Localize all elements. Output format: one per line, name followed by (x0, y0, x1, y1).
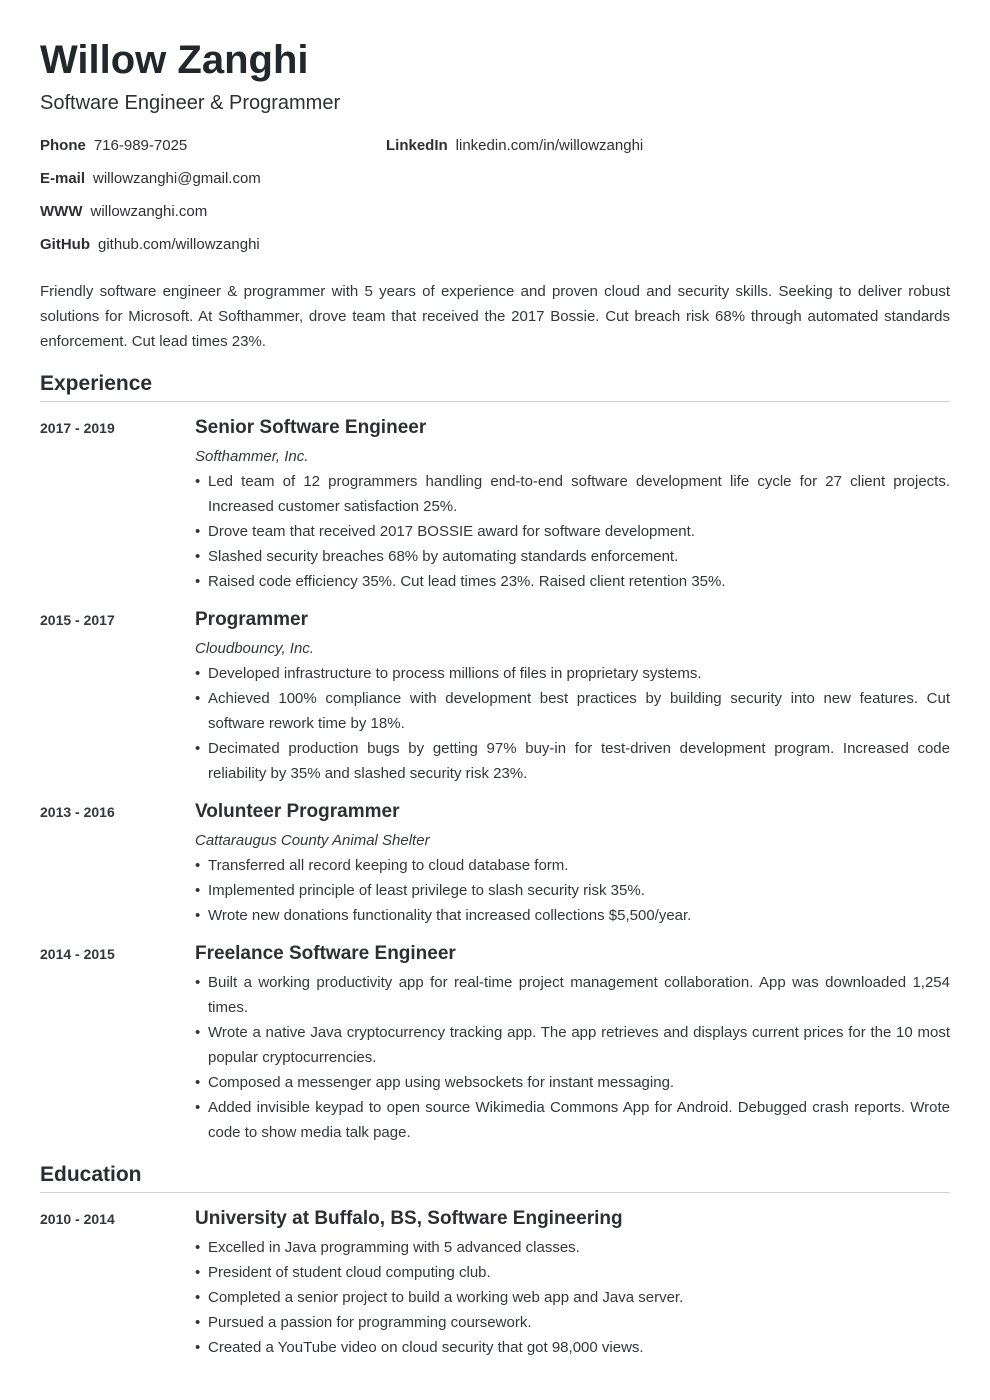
highlight-item: • Created a YouTube video on cloud security that got 98,000 views. (195, 1335, 950, 1360)
entry-dates: 2014 - 2015 (40, 946, 115, 962)
experience-heading: Experience (40, 370, 950, 402)
company-name: Cattaraugus County Animal Shelter (195, 832, 430, 849)
contact-phone (40, 136, 386, 156)
achievement-item: • Developed infrastructure to process millions of files in proprietary systems. (195, 661, 950, 686)
experience-entry (40, 800, 950, 928)
education-highlights (195, 1235, 950, 1360)
job-title: Senior Software Engineer (195, 417, 427, 438)
achievement-item: • Decimated production bugs by getting 97% buy-in for test-driven development program. Increased code reliability by 35% and slashed security risk 23%. (195, 736, 950, 786)
candidate-name: Willow Zanghi (40, 38, 309, 82)
achievement-list (195, 469, 950, 594)
education-heading: Education (40, 1161, 950, 1193)
achievement-list (195, 661, 950, 786)
achievement-item: • Led team of 12 programmers handling end-to-end software development life cycle for 27 client projects. Increased customer satisfaction 25%. (195, 469, 950, 519)
achievement-item: • Achieved 100% compliance with development best practices by building security into new features. Cut software rework time by 18%. (195, 686, 950, 736)
highlight-item: • President of student cloud computing club. (195, 1260, 950, 1285)
profile-summary: Friendly software engineer & programmer with 5 years of experience and proven cloud and security skills. Seeking to deliver robust solutions for Microsoft. At Softhammer, drove team that received the 2017 Bossie. Cut breach risk 68% through automated standards enforcement. Cut lead times 23%. (40, 283, 950, 350)
achievement-item: • Transferred all record keeping to cloud database form. (195, 853, 950, 878)
entry-body (195, 1207, 950, 1360)
degree-title: University at Buffalo, BS, Software Engineering (195, 1208, 623, 1229)
entry-dates: 2017 - 2019 (40, 420, 115, 436)
experience-entry (40, 416, 950, 594)
entry-dates: 2015 - 2017 (40, 612, 115, 628)
contact-linkedin-value: linkedin.com/in/willowzanghi (455, 137, 644, 154)
highlight-item: • Excelled in Java programming with 5 advanced classes. (195, 1235, 950, 1260)
achievement-item: • Wrote a native Java cryptocurrency tracking app. The app retrieves and displays current prices for the 10 most popular cryptocurrencies. (195, 1020, 950, 1070)
entry-body (195, 608, 950, 786)
entry-body (195, 416, 950, 594)
contact-info (40, 136, 950, 255)
experience-entry (40, 608, 950, 786)
achievement-item: • Implemented principle of least privilege to slash security risk 35%. (195, 878, 950, 903)
achievement-item: • Added invisible keypad to open source Wikimedia Commons App for Android. Debugged crash reports. Wrote code to show media talk page. (195, 1095, 950, 1145)
contact-linkedin-label: LinkedIn (386, 137, 448, 154)
highlight-item: • Pursued a passion for programming coursework. (195, 1310, 950, 1335)
achievement-list (195, 970, 950, 1145)
achievement-item: • Wrote new donations functionality that increased collections $5,500/year. (195, 903, 950, 928)
highlight-item: • Completed a senior project to build a working web app and Java server. (195, 1285, 950, 1310)
job-title: Freelance Software Engineer (195, 943, 456, 964)
contact-www (40, 202, 386, 222)
entry-dates: 2013 - 2016 (40, 804, 115, 820)
achievement-item: • Drove team that received 2017 BOSSIE award for software development. (195, 519, 950, 544)
contact-phone-label: Phone (40, 137, 86, 154)
achievement-item: • Built a working productivity app for real-time project management collaboration. App was downloaded 1,254 times. (195, 970, 950, 1020)
entry-body (195, 800, 950, 928)
job-title: Programmer (195, 609, 308, 630)
achievement-item: • Raised code efficiency 35%. Cut lead times 23%. Raised client retention 35%. (195, 569, 950, 594)
contact-email-value: willowzanghi@gmail.com (93, 170, 261, 187)
contact-www-value: willowzanghi.com (90, 203, 208, 220)
candidate-headline: Software Engineer & Programmer (40, 92, 341, 114)
experience-entry (40, 942, 950, 1145)
contact-email-label: E-mail (40, 170, 86, 187)
job-title: Volunteer Programmer (195, 801, 400, 822)
achievement-item: • Slashed security breaches 68% by automating standards enforcement. (195, 544, 950, 569)
education-entry (40, 1207, 950, 1360)
contact-www-label: WWW (40, 203, 83, 220)
contact-linkedin (386, 136, 950, 156)
contact-github-value: github.com/willowzanghi (98, 236, 260, 253)
contact-github (40, 235, 386, 255)
entry-dates: 2010 - 2014 (40, 1211, 115, 1227)
achievement-list (195, 853, 950, 928)
entry-body (195, 942, 950, 1145)
contact-email (40, 169, 386, 189)
contact-phone-value: 716-989-7025 (93, 137, 188, 154)
contact-github-label: GitHub (40, 236, 90, 253)
company-name: Cloudbouncy, Inc. (195, 640, 314, 657)
company-name: Softhammer, Inc. (195, 448, 309, 465)
achievement-item: • Composed a messenger app using websockets for instant messaging. (195, 1070, 950, 1095)
